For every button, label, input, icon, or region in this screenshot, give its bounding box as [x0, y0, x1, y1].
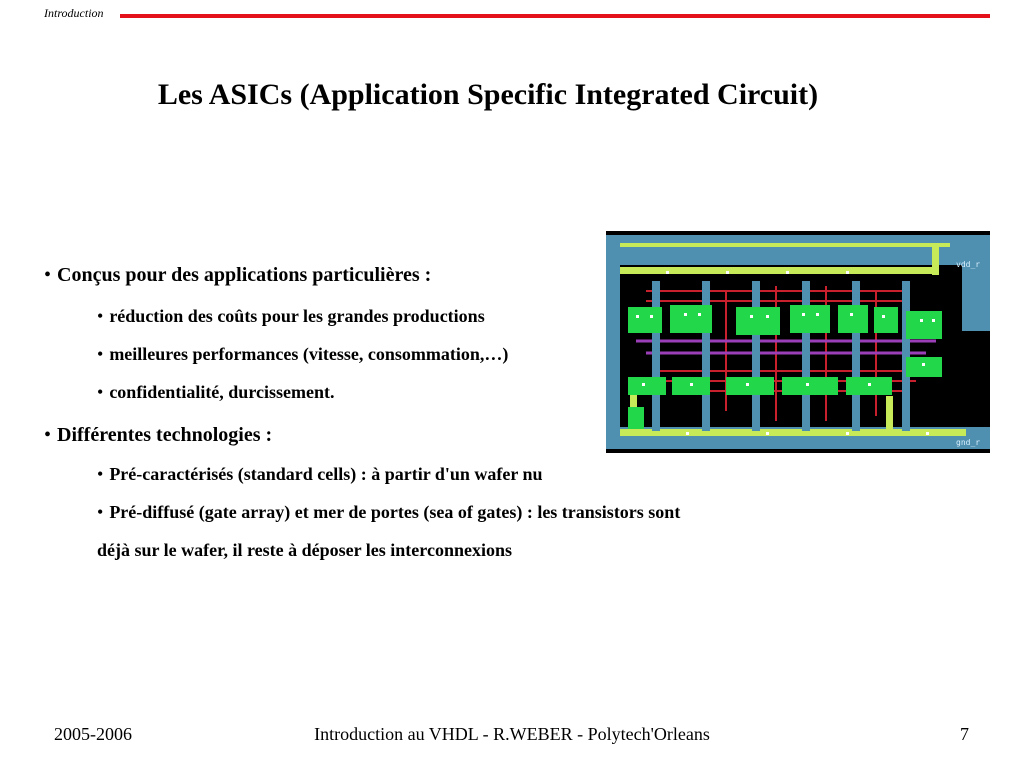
bullet-text: Conçus pour des applications particulières :	[57, 264, 432, 286]
sub-bullet-continuation: déjà sur le wafer, il reste à déposer les interconnexions	[97, 540, 512, 560]
sub-bullet-item	[97, 382, 334, 403]
sub-bullet-item	[97, 502, 680, 523]
sub-bullet-text: réduction des coûts pour les grandes productions	[109, 306, 485, 326]
sub-bullet-text: Pré-diffusé (gate array) et mer de portes (sea of gates) : les transistors sont	[109, 502, 681, 522]
gnd-label: gnd_r	[956, 438, 981, 447]
section-label: Introduction	[44, 6, 104, 20]
bullet-dot: •	[44, 424, 52, 446]
sub-bullet-item	[97, 306, 485, 327]
bullet-dot: •	[97, 464, 104, 484]
bullet-item	[44, 264, 431, 287]
sub-bullet-text: Pré-caractérisés (standard cells) : à partir d'un wafer nu	[109, 464, 543, 484]
bullet-dot: •	[97, 382, 104, 402]
vdd-label: vdd_r	[956, 260, 981, 269]
bullet-text: Différentes technologies :	[57, 424, 273, 446]
bullet-dot: •	[44, 264, 52, 286]
sub-bullet-text: meilleures performances (vitesse, consommation,…)	[109, 344, 509, 364]
footer-title: Introduction au VHDL - R.WEBER - Polytech'Orleans	[314, 724, 710, 744]
bullet-dot: •	[97, 344, 104, 364]
bullet-item	[44, 424, 272, 447]
sub-bullet-text: confidentialité, durcissement.	[109, 382, 335, 402]
bullet-dot: •	[97, 306, 104, 326]
bullet-dot: •	[97, 502, 104, 522]
ic-layout-image	[606, 231, 990, 453]
page-number: 7	[960, 724, 969, 744]
footer-date: 2005-2006	[54, 724, 132, 744]
sub-bullet-item	[97, 464, 543, 485]
sub-bullet-item	[97, 344, 508, 365]
slide-title: Les ASICs (Application Specific Integrated Circuit)	[157, 78, 819, 111]
header-divider	[120, 14, 990, 18]
